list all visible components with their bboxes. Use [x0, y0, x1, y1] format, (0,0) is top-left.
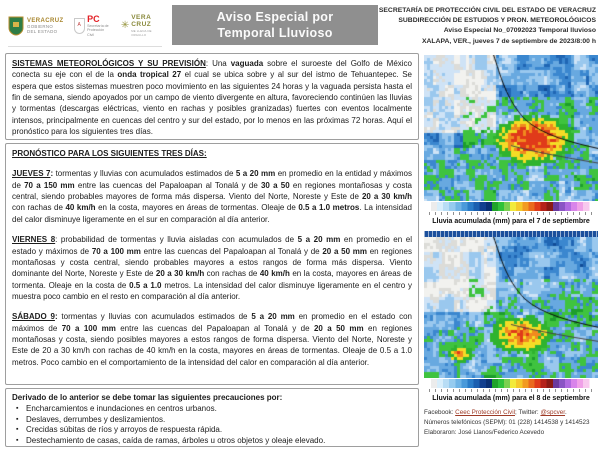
agency-line: SUBDIRECCIÓN DE ESTUDIOS Y PRON. METEOROLÓGICOS	[398, 17, 596, 25]
forecast-friday: VIERNES 8: probabilidad de tormentas y lluvia aisladas con acumulados de 5 a 20 mm en promedio en el estado y máximos de 70 a 100 mm entre las cuencas del Papaloapan al Tonalá y de 20 a 50 mm en regiones montañosas y costa central, siendo probables mayores a estos rangos de forma más dispersa. Viento dominante del Norte, Noreste y Este de 20 a 30 km/h con rachas de 40 km/h en la costa, mayores en áreas de tormenta. Oleaje en la costa de 0.5 a 1.0 metros. La intensidad del calor disminuye ligeramente en el centro y muestra poco cambio en el resto en comparación al día anterior.	[12, 235, 413, 301]
twitter-link[interactable]: @spcver	[540, 409, 566, 416]
precip-map-sept8-block	[424, 231, 598, 402]
pc-letters: PC	[87, 14, 100, 25]
facebook-link[interactable]: Ceec Protección Civil	[455, 409, 515, 416]
precip-map-sept7-caption: Lluvia acumulada (mm) para el 7 de septiembre	[432, 218, 590, 225]
systems-overview-paragraph: SISTEMAS METEOROLÓGICOS Y SU PREVISIÓN: Una vaguada sobre el suroeste del Golfo de México conecta su eje con el de la onda tropical 27 el cual se ubica sobre y al sur del istmo de Tehuantepec. Se espera que estos sistemas muestren poco movimiento en las siguientes 24 horas y la vaguada persista hasta el fin de semana, siendo apoyados por un campo de viento divergente en altura, favoreciendo continúen las lluvias y tormentas (descargas eléctricas, viento en rachas y posibles granizadas) fuertes con eventos localmente intensos, principalmente en cuencas del centro y sur del estado, por lo menos en las próximas 72 horas. Aquí el pronóstico para los siguientes tres días.	[12, 59, 413, 137]
phone-line: Números telefónicos (SEPM): 01 (228) 1414538 y 1414523	[424, 419, 590, 427]
veracruz-brand-logo	[121, 15, 166, 37]
veracruz-shield-icon	[8, 16, 24, 36]
agency-line: Aviso Especial No_07092023 Temporal lluvioso	[443, 27, 596, 35]
systems-overview-box	[5, 53, 419, 140]
precautions-box	[5, 388, 419, 447]
facebook-label: Facebook:	[424, 409, 456, 416]
veracruz-star-icon: ✳	[120, 20, 130, 31]
twitter-label: ; Twitter:	[515, 409, 541, 416]
logo-text: DEL ESTADO	[27, 29, 58, 34]
brand-text: CRUZ	[131, 20, 152, 28]
precaution-item: ▪ Encharcamientos e inundaciones en centros urbanos.	[16, 404, 412, 415]
precip-map-sept8-image	[424, 237, 598, 378]
advisory-title-line1: Aviso Especial por	[216, 9, 334, 24]
agency-line: XALAPA, VER., jueves 7 de septiembre de 2023/8:00 h	[421, 37, 596, 45]
precip-colorbar	[424, 379, 598, 388]
forecast-saturday: SÁBADO 9: tormentas y lluvias con acumulados estimados de 5 a 20 mm en promedio en el estado con máximos de 70 a 100 mm entre las cuencas del Papaloapan al Tonalá y de 20 a 50 mm en regiones montañosas y costa, siendo posibles mayores a estos rangos de forma dispersa. Viento del Norte, Noreste y Este de 20 a 30 km/h con rachas de 40 km/h en la costa, mayores en áreas de tormentas. Oleaje de 0.5 a 1.0 metros. Poco cambio en el comportamiento de la intensidad del calor en comparación al día anterior.	[12, 312, 413, 367]
brand-text: VERA	[131, 14, 152, 21]
precip-colorbar	[424, 202, 598, 211]
precip-map-sept8-caption: Lluvia acumulada (mm) para el 8 de septiembre	[432, 395, 590, 402]
proteccion-civil-logo	[74, 15, 111, 37]
precip-map-sept7-image	[424, 55, 598, 201]
header-divider	[8, 46, 162, 47]
pc-subtext: Secretaría de	[87, 24, 109, 29]
pc-subtext: Protección Civil	[87, 28, 105, 37]
brand-slogan: ME LLENA DE ORGULLO	[131, 29, 152, 37]
precaution-item: ▪ Destechamiento de casas, caída de ramas, árboles u otros objetos y oleaje elevado.	[16, 436, 412, 447]
pc-shield-letter: A	[77, 22, 81, 28]
agency-header	[372, 6, 596, 47]
agency-line: SECRETARÍA DE PROTECCIÓN CIVIL DEL ESTADO DE VERACRUZ	[378, 7, 596, 14]
precautions-list	[16, 404, 412, 447]
precip-colorbar-ticks	[429, 212, 593, 215]
forecast-thursday: JUEVES 7: tormentas y lluvias con acumulados estimados de 5 a 20 mm en promedio en la entidad y máximos de 70 a 150 mm entre las cuencas del Papaloapan al Tonalá y de 30 a 50 en regiones montañosas y costa central, siendo probables mayores de forma más dispersa. Viento del Norte, Noreste y Este de 20 a 30 km/h con rachas de 40 km/h en la costa, mayores en áreas de tormentas. Oleaje de 0.5 a 1.0 metros. La intensidad del calor disminuye ligeramente en el sur en comparación al día anterior.	[12, 169, 412, 224]
forecast-title: PRONÓSTICO PARA LOS SIGUIENTES TRES DÍAS:	[12, 149, 207, 158]
advisory-title-line2: Temporal Lluvioso	[217, 26, 333, 40]
period: .	[565, 409, 567, 416]
veracruz-government-logo	[8, 16, 64, 36]
advisory-title-banner	[172, 5, 378, 45]
header-logos	[8, 8, 166, 44]
social-line	[424, 408, 600, 418]
pc-shield-icon	[74, 18, 86, 34]
precaution-item: ▪ Crecidas súbitas de ríos y arroyos de respuesta rápida.	[16, 425, 412, 436]
logo-text: VERACRUZ	[27, 18, 64, 24]
logo-text: GOBIERNO	[27, 24, 54, 29]
precip-colorbar-ticks	[429, 389, 593, 392]
precautions-title: Derivado de lo anterior se debe tomar las siguientes precauciones por:	[12, 393, 283, 402]
precaution-item: ▪ Deslaves, derrumbes y deslizamientos.	[16, 415, 412, 426]
contact-footer	[424, 408, 600, 439]
precip-map-sept7-block	[424, 55, 598, 225]
credits-line: Elaboraron: José Llanos/Federico Acevedo	[424, 429, 545, 437]
forecast-box	[5, 143, 419, 385]
